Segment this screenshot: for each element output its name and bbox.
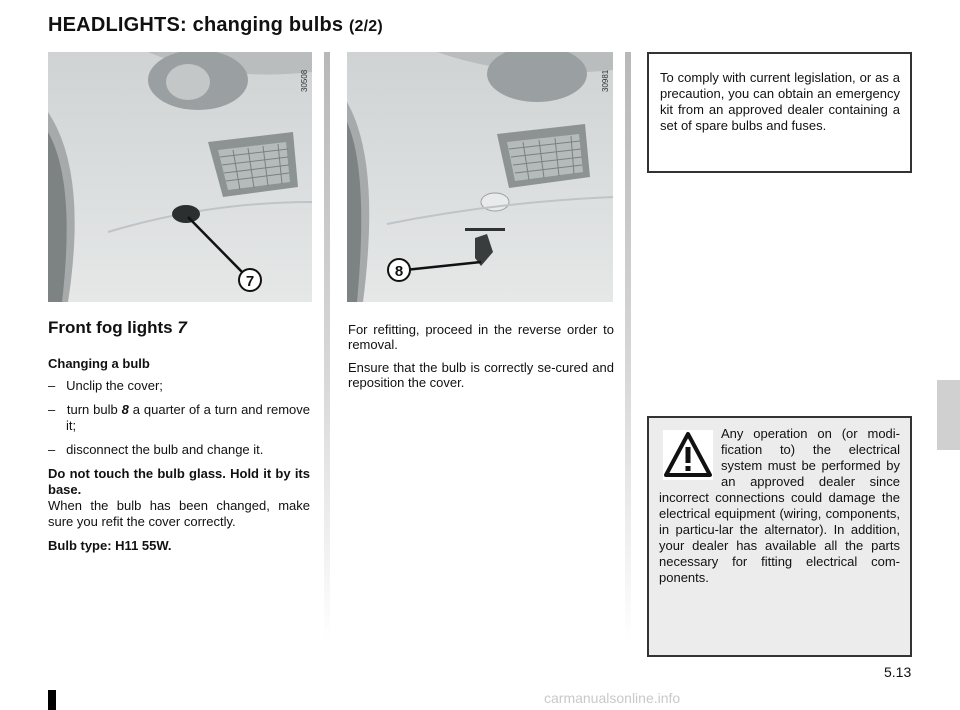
instructions-column — [48, 356, 310, 562]
section-heading: Front fog lights 7 — [48, 318, 187, 337]
column-separator — [324, 52, 330, 642]
figure-ref-code: 30508 — [300, 69, 309, 92]
refitting-paragraph: Ensure that the bulb is correctly se-cured and reposition the cover. — [348, 360, 614, 390]
warning-text: When the bulb has been changed, make sure you refit the cover correctly. — [48, 498, 310, 529]
bulb-number: 8 — [121, 402, 129, 417]
bulb-type: Bulb type: H11 55W. — [48, 538, 172, 553]
warning-bold: Do not touch the bulb glass. Hold it by its base. — [48, 466, 310, 497]
electrical-warning-note: Any operation on (or modi-fication to) the electrical system must be performed by an approved dealer since incorrect connections could damage the electrical equipment (wiring, components, in particu-lar the alternator). In addition, your dealer has available all the parts necessary for fitting electrical com-ponents. — [647, 416, 912, 657]
figure-ref-code: 30981 — [601, 69, 610, 92]
step-item: – Unclip the cover; — [48, 378, 163, 393]
page-marker — [48, 690, 56, 710]
subheading: Changing a bulb — [48, 356, 150, 371]
refitting-paragraph: For refitting, proceed in the reverse order to removal. — [348, 322, 614, 352]
fog-light-photo-2 — [347, 52, 613, 302]
page-number: 5.13 — [884, 664, 912, 680]
watermark: carmanualsonline.info — [544, 690, 681, 706]
callout-label: 8 — [394, 263, 404, 280]
chapter-tab — [937, 380, 960, 450]
page-title: HEADLIGHTS: changing bulbs (2/2) — [48, 14, 383, 36]
page-subtitle: (2/2) — [348, 18, 383, 35]
fog-light-photo-1 — [48, 52, 312, 302]
step-item: – disconnect the bulb and change it. — [48, 442, 264, 457]
refitting-column — [348, 322, 614, 398]
step-item: – turn bulb 8 a quarter of a turn and remove it; — [48, 402, 310, 433]
section-heading-number: 7 — [177, 318, 187, 337]
emergency-kit-note: To comply with current legislation, or as a precaution, you can obtain an emergency kit from an approved dealer containing a set of spare bulbs and fuses. — [647, 52, 912, 173]
callout-label: 7 — [245, 273, 255, 290]
column-separator — [625, 52, 631, 642]
warning-triangle-icon — [663, 430, 713, 480]
